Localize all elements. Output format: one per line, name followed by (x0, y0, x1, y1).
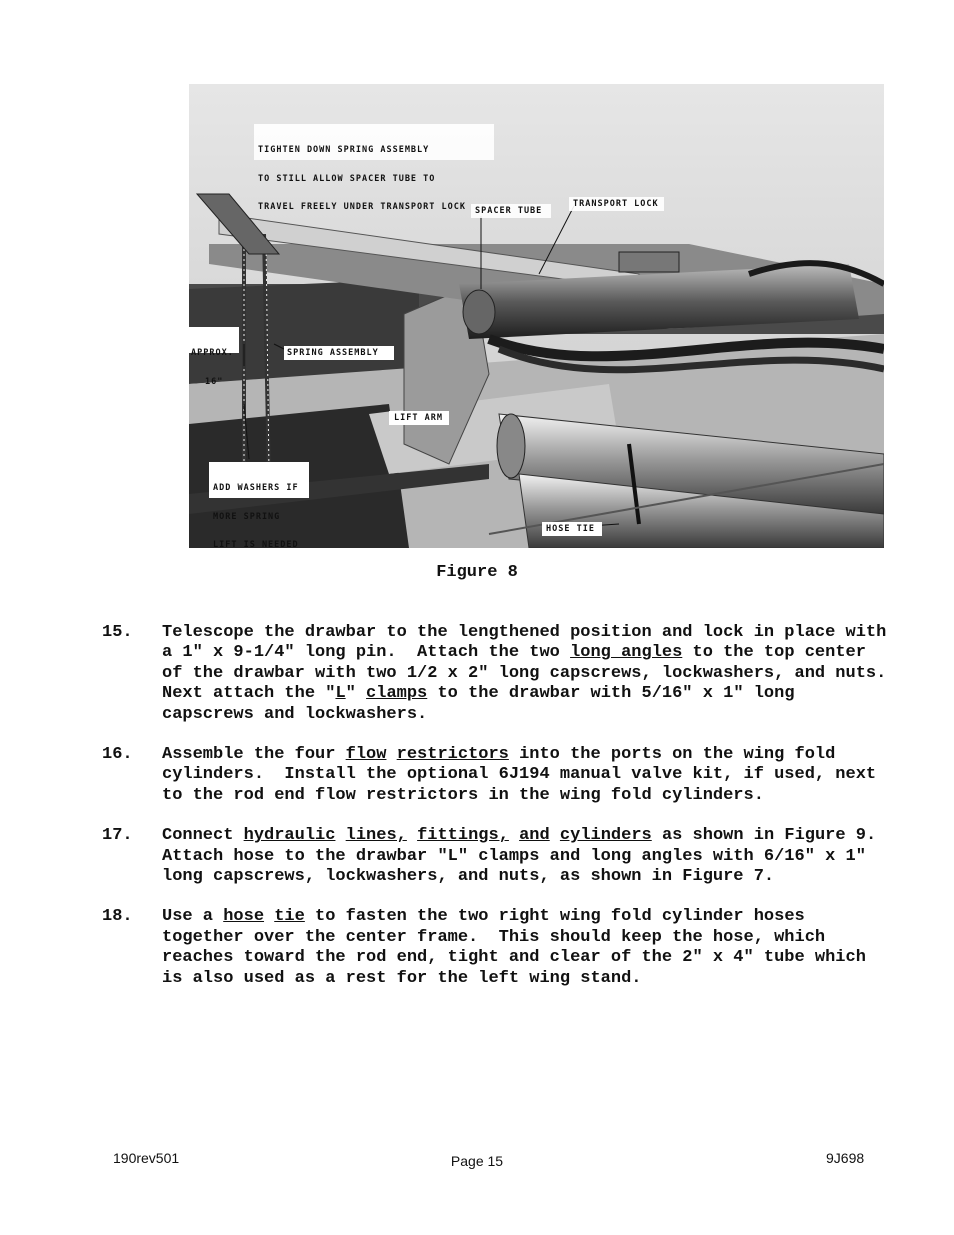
step-text: Connect hydraulic lines, fittings, and cylinders as shown in Figure 9. Attach hose to the drawbar "L" clamps and long angles with 6/16" x 1" long capscrews, lockwashers, and nuts, as shown in Figure 7. (162, 826, 897, 887)
step-text: Assemble the four flow restrictors into the ports on the wing fold cylinders. Install the optional 6J194 manual valve kit, if used, next to the rod end flow restrictors in the wing fold cylinders. (162, 745, 887, 805)
spring-assembly-label: SPRING ASSEMBLY (287, 348, 379, 358)
hose-tie-label: HOSE TIE (546, 524, 595, 534)
instruction-steps (102, 623, 907, 1009)
step-number: 17. (102, 826, 133, 846)
step-15 (102, 623, 907, 725)
lift-arm-label: LIFT ARM (394, 413, 443, 423)
spacer-tube-label: SPACER TUBE (475, 206, 543, 216)
figure-8-photo (189, 84, 884, 548)
add-washers-label: ADD WASHERS IF MORE SPRING LIFT IS NEEDED (213, 483, 299, 548)
footer-page-number: Page 15 (450, 1153, 504, 1169)
transport-lock-label: TRANSPORT LOCK (573, 199, 659, 209)
step-number: 15. (102, 623, 133, 642)
step-18 (102, 907, 902, 989)
step-16 (102, 745, 902, 806)
step-text: Telescope the drawbar to the lengthened position and lock in place with a 1" x 9-1/4" long pin. Attach the two long angles to the top center of the drawbar with two 1/2 x 2" long capscrews, lockwashers, and nuts. Next attach the "L" clamps to the drawbar with 5/16" x 1" long capscrews and lockwashers. (162, 623, 907, 724)
footer-revision: 190rev501 (113, 1150, 180, 1166)
step-number: 18. (102, 907, 133, 927)
step-text: Use a hose tie to fasten the two right wing fold cylinder hoses together over the center frame. This should keep the hose, which reaches toward the rod end, tight and clear of the 2" x 4" tube which is also used as a rest for the left wing stand. (162, 907, 877, 988)
approx-label: APPROX. 16" (191, 348, 234, 387)
step-number: 16. (102, 745, 133, 765)
footer-part-number: 9J698 (826, 1150, 865, 1166)
tighten-label: TIGHTEN DOWN SPRING ASSEMBLY TO STILL ALLOW SPACER TUBE TO TRAVEL FREELY UNDER TRANSPORT LOCK (258, 145, 466, 212)
step-17 (102, 826, 902, 887)
figure-caption: Figure 8 (436, 563, 518, 582)
